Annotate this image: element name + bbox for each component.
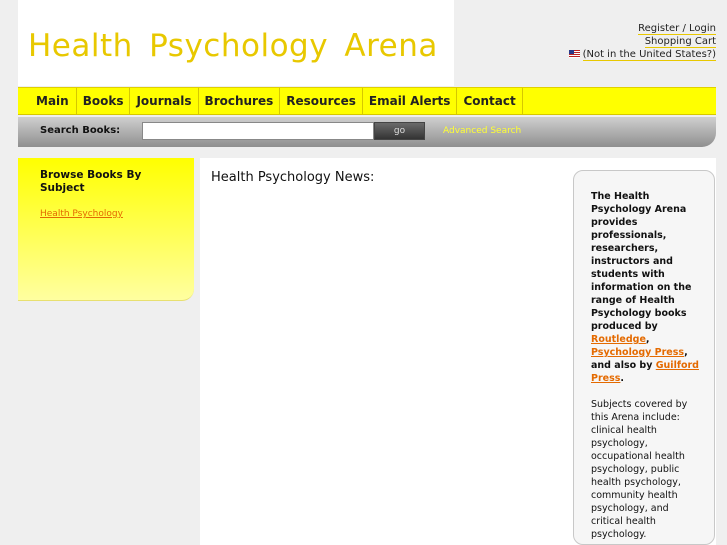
region-link[interactable]: (Not in the United States?) xyxy=(569,48,716,61)
go-button[interactable]: go xyxy=(374,122,425,140)
nav-contact[interactable]: Contact xyxy=(457,88,522,114)
nav-resources[interactable]: Resources xyxy=(280,88,363,114)
site-logo[interactable]: Health Psychology Arena xyxy=(28,28,438,64)
nav-main[interactable]: Main xyxy=(18,88,77,114)
header-logo-area xyxy=(18,0,454,86)
nav-books[interactable]: Books xyxy=(77,88,131,114)
about-panel xyxy=(573,170,715,545)
subject-link-health-psychology[interactable]: Health Psychology xyxy=(40,209,123,219)
subjects-text: Subjects covered by this Arena include: clinical health psychology, occupational health psychology, public health psychology, community health psychology, and critical health psychology. xyxy=(591,399,688,540)
browse-heading: Browse Books By Subject xyxy=(40,169,142,194)
advanced-search-link[interactable]: Advanced Search xyxy=(443,126,522,136)
main-navigation xyxy=(18,87,716,115)
search-label: Search Books: xyxy=(40,125,121,136)
register-login-link[interactable]: Register / Login xyxy=(638,23,716,34)
browse-by-subject-panel xyxy=(18,158,194,301)
guilford-press-link[interactable]: Guilford Press xyxy=(591,360,699,384)
nav-journals[interactable]: Journals xyxy=(130,88,198,114)
news-heading: Health Psychology News: xyxy=(211,170,375,185)
us-flag-icon xyxy=(569,50,580,58)
psychology-press-link[interactable]: Psychology Press xyxy=(591,347,685,358)
account-links xyxy=(569,22,716,61)
search-input[interactable] xyxy=(142,122,374,140)
routledge-link[interactable]: Routledge xyxy=(591,334,646,345)
about-intro: The Health Psychology Arena provides professionals, researchers, instructors and students with information on the range of Health Psychology books produced by Routledge, Psychology Press, and also by Guilford Press. xyxy=(591,191,699,384)
search-bar xyxy=(18,117,716,147)
shopping-cart-link[interactable]: Shopping Cart xyxy=(644,36,716,47)
nav-email-alerts[interactable]: Email Alerts xyxy=(363,88,458,114)
nav-brochures[interactable]: Brochures xyxy=(199,88,281,114)
